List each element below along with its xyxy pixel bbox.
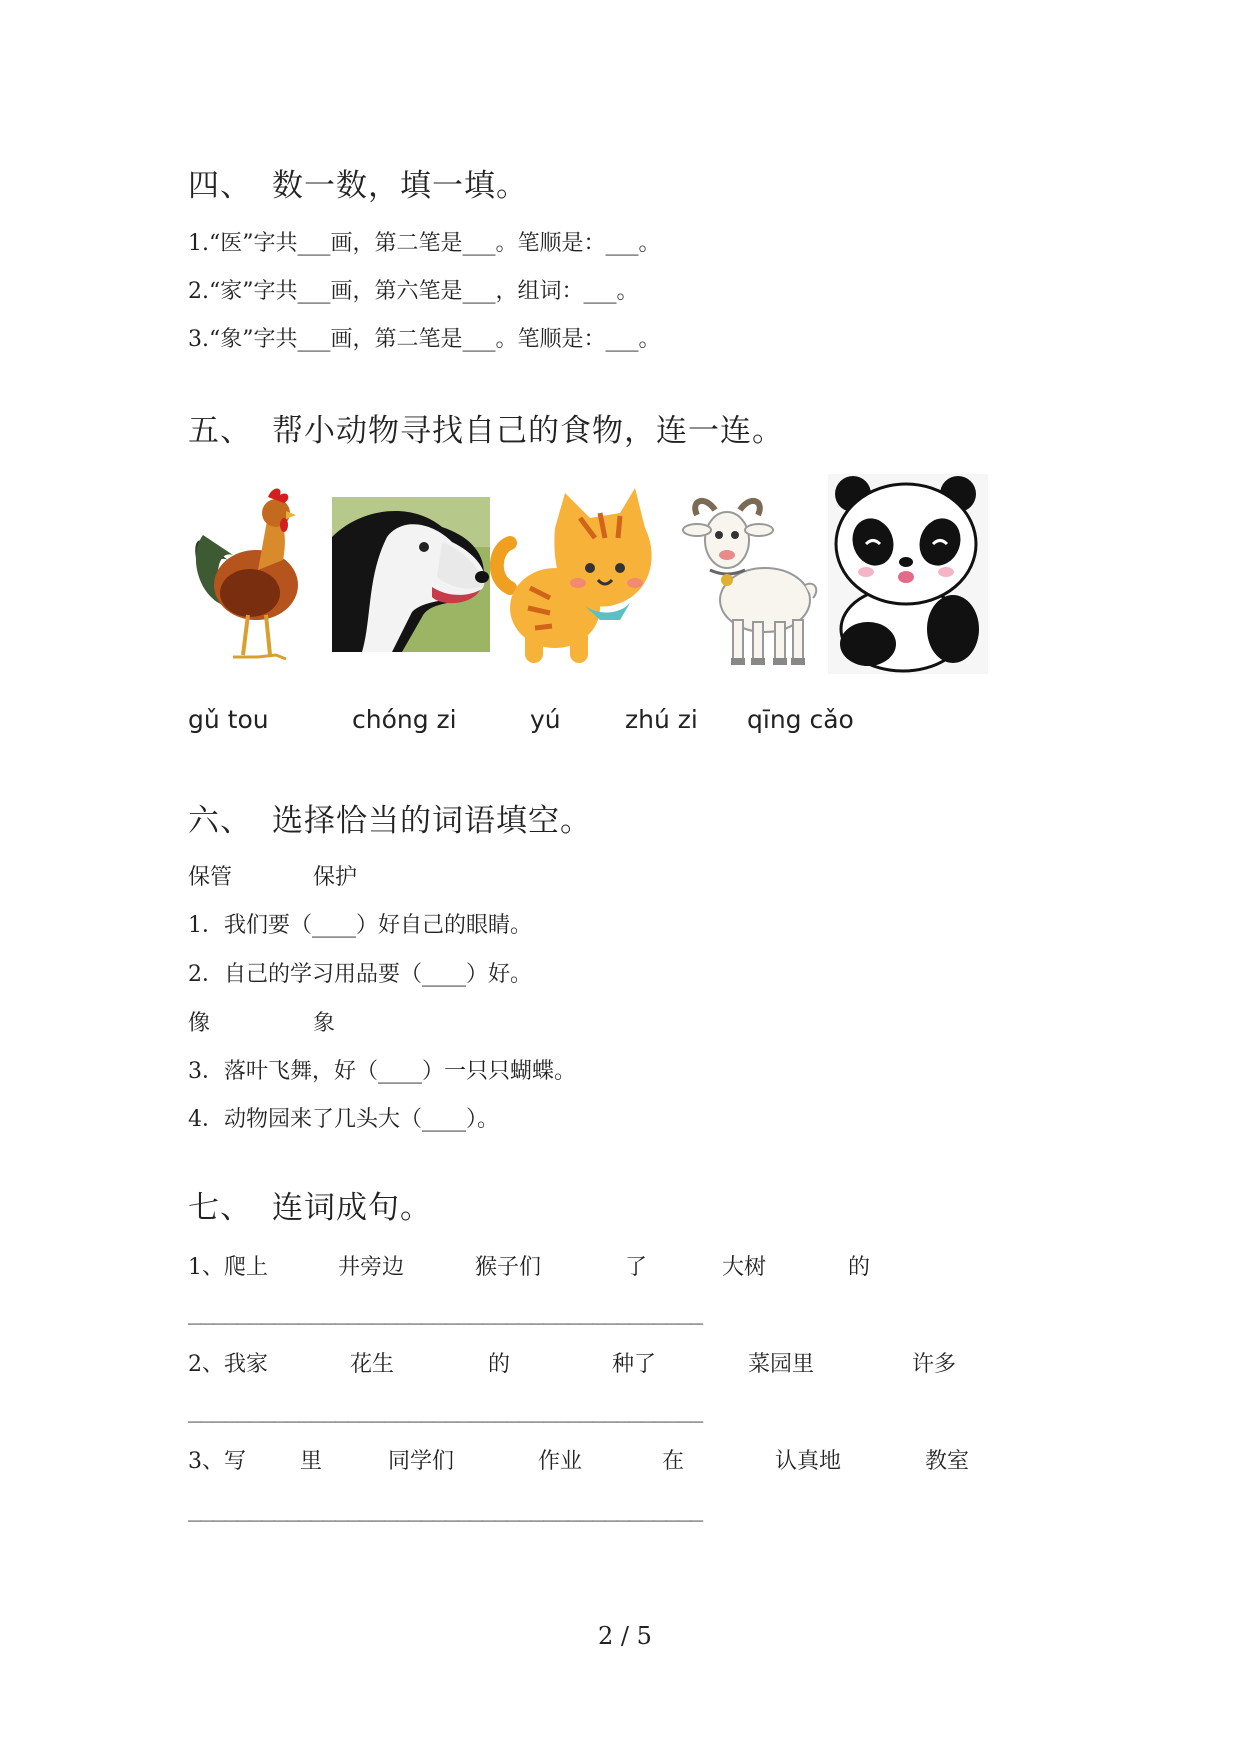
sentence-1-word-1: 1、爬上 xyxy=(188,1255,268,1280)
pinyin-5: qīng cǎo xyxy=(747,705,854,734)
sentence-1-word-6: 的 xyxy=(848,1255,871,1280)
pinyin-4: zhú zi xyxy=(625,705,698,734)
section-5-title: 帮小动物寻找自己的食物，连一连。 xyxy=(272,413,784,449)
sentence-1-answer-line[interactable]: __________________________________________ xyxy=(188,1300,703,1325)
word-option-3: 像 xyxy=(188,1011,211,1036)
goat-image xyxy=(675,490,825,670)
dog-image xyxy=(332,497,490,652)
sentence-1-word-3: 猴子们 xyxy=(475,1255,542,1280)
sec6-question-2: 2．自己的学习用品要（____）好。 xyxy=(188,962,532,987)
sentence-1-word-5: 大树 xyxy=(722,1255,767,1280)
sentence-2-word-4: 种了 xyxy=(612,1352,657,1377)
word-option-4: 象 xyxy=(313,1011,336,1036)
sentence-3-word-4: 作业 xyxy=(538,1449,583,1474)
section-7-number: 七、 xyxy=(188,1190,252,1226)
section-5-number: 五、 xyxy=(188,413,252,449)
section-6-heading xyxy=(188,795,592,840)
sentence-3-word-3: 同学们 xyxy=(388,1449,455,1474)
rooster-image xyxy=(188,475,323,670)
section-4-heading xyxy=(188,160,528,205)
panda-image xyxy=(828,474,988,674)
sentence-1-word-2: 井旁边 xyxy=(338,1255,405,1280)
section-4-title: 数一数，填一填。 xyxy=(272,168,528,204)
section-7-heading xyxy=(188,1182,432,1227)
pinyin-2: chóng zi xyxy=(352,705,457,734)
sentence-2-word-2: 花生 xyxy=(350,1352,395,1377)
sentence-3-answer-line[interactable]: __________________________________________ xyxy=(188,1497,703,1522)
word-option-1: 保管 xyxy=(188,865,233,890)
section-6-title: 选择恰当的词语填空。 xyxy=(272,803,592,839)
sentence-3-word-2: 里 xyxy=(300,1449,323,1474)
sentence-2-word-3: 的 xyxy=(488,1352,511,1377)
sentence-2-word-6: 许多 xyxy=(912,1352,957,1377)
sentence-3-word-1: 3、写 xyxy=(188,1449,246,1474)
pinyin-1: gǔ tou xyxy=(188,705,269,734)
cat-image xyxy=(490,488,660,668)
page-number: 2 / 5 xyxy=(598,1622,652,1650)
sec4-question-2: 2.“家”字共___画，第六笔是___，组词：___。 xyxy=(188,279,639,304)
sec6-question-4: 4．动物园来了几头大（____）。 xyxy=(188,1107,499,1132)
sec6-question-3: 3．落叶飞舞，好（____）一只只蝴蝶。 xyxy=(188,1059,576,1084)
sentence-2-word-5: 菜园里 xyxy=(748,1352,815,1377)
sentence-2-word-1: 2、我家 xyxy=(188,1352,268,1377)
section-6-number: 六、 xyxy=(188,803,252,839)
sentence-3-word-5: 在 xyxy=(662,1449,685,1474)
sentence-1-word-4: 了 xyxy=(625,1255,648,1280)
pinyin-3: yú xyxy=(530,705,561,734)
sentence-3-word-6: 认真地 xyxy=(775,1449,842,1474)
sentence-2-answer-line[interactable]: __________________________________________ xyxy=(188,1398,703,1423)
sec4-question-3: 3.“象”字共___画，第二笔是___。笔顺是：___。 xyxy=(188,327,661,352)
word-option-2: 保护 xyxy=(313,865,358,890)
sentence-3-word-7: 教室 xyxy=(925,1449,970,1474)
section-4-number: 四、 xyxy=(188,168,252,204)
sec4-question-1: 1.“医”字共___画，第二笔是___。笔顺是：___。 xyxy=(188,231,661,256)
sec6-question-1: 1．我们要（____）好自己的眼睛。 xyxy=(188,913,532,938)
section-7-title: 连词成句。 xyxy=(272,1190,432,1226)
section-5-heading xyxy=(188,405,784,450)
